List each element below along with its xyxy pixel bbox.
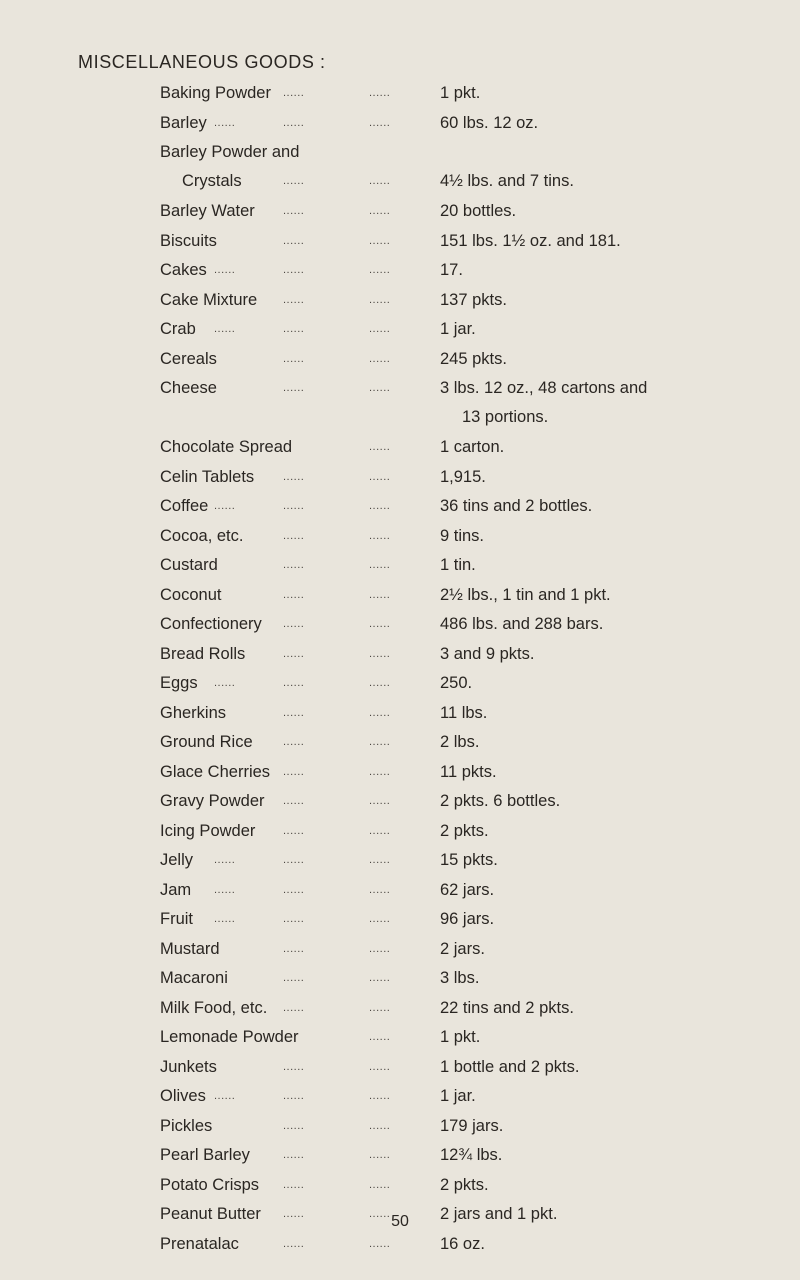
item-name-text: Lemonade Powder <box>160 1028 299 1046</box>
item-quantity-text: 17. <box>440 261 463 279</box>
list-item <box>0 614 800 644</box>
list-item <box>0 850 800 880</box>
leader-dots: ...... <box>369 972 391 984</box>
item-quantity <box>440 968 760 988</box>
item-name-text: Glace Cherries <box>160 762 271 781</box>
leader-dots: ...... <box>369 500 391 512</box>
item-quantity-text: 12¾ lbs. <box>440 1146 503 1164</box>
item-name-text: Barley Water <box>160 202 255 220</box>
leader-dots: ...... <box>214 323 236 335</box>
leader-dots: ...... <box>214 1090 236 1102</box>
item-name-text: Barley Powder and <box>160 143 300 161</box>
leader-dots: ...... <box>369 795 391 807</box>
item-quantity <box>440 467 760 487</box>
item-quantity <box>440 909 760 929</box>
leader-dots: ...... <box>369 1178 391 1191</box>
item-name-text: Mustard <box>160 939 220 958</box>
item-quantity-text: 250. <box>440 674 473 692</box>
leader-dots: ...... <box>283 854 305 866</box>
item-quantity-text: 15 pkts. <box>440 851 498 869</box>
item-quantity <box>440 83 760 103</box>
item-name-text: Barley <box>160 113 207 132</box>
list-item <box>0 1145 800 1175</box>
item-quantity-text: 1 bottle and 2 pkts. <box>440 1057 580 1076</box>
item-name-text: Bread Rolls <box>160 644 246 663</box>
leader-dots: ...... <box>369 1031 391 1043</box>
leader-dots: ...... <box>283 293 305 306</box>
leader-dots: ...... <box>283 1178 305 1191</box>
item-quantity <box>440 319 760 339</box>
item-name-text: Olives <box>160 1087 206 1105</box>
leader-dots: ...... <box>369 647 391 660</box>
leader-dots: ...... <box>214 883 236 896</box>
item-name-text: Ground Rice <box>160 733 253 751</box>
leader-dots: ...... <box>369 706 391 719</box>
list-item <box>0 555 800 585</box>
item-quantity-text: 3 lbs. <box>440 969 480 987</box>
item-quantity <box>440 998 760 1018</box>
item-quantity <box>440 113 760 133</box>
list-item <box>0 113 800 143</box>
item-name-text: Coconut <box>160 585 222 604</box>
item-quantity <box>440 1057 760 1077</box>
item-quantity-text: 1 pkt. <box>440 84 481 102</box>
item-name-text: Jelly <box>160 851 194 869</box>
item-quantity-text: 20 bottles. <box>440 202 517 220</box>
list-item <box>0 1027 800 1057</box>
leader-dots: ...... <box>369 883 391 896</box>
item-quantity <box>440 526 760 546</box>
item-quantity-text: 11 lbs. <box>440 703 488 722</box>
leader-dots: ...... <box>283 1001 305 1014</box>
leader-dots: ...... <box>214 264 236 276</box>
item-quantity-text: 2½ lbs., 1 tin and 1 pkt. <box>440 585 611 604</box>
leader-dots: ...... <box>369 175 391 187</box>
item-quantity-text: 486 lbs. and 288 bars. <box>440 615 604 633</box>
leader-dots: ...... <box>369 588 391 601</box>
leader-dots: ...... <box>283 234 305 247</box>
item-quantity <box>440 1175 760 1195</box>
list-item <box>0 201 800 231</box>
leader-dots: ...... <box>369 352 391 365</box>
leader-dots: ...... <box>283 618 305 630</box>
leader-dots: ...... <box>283 795 305 807</box>
leader-dots: ...... <box>369 618 391 630</box>
list-item <box>0 467 800 497</box>
leader-dots: ...... <box>283 736 305 748</box>
item-quantity-text: 2 lbs. <box>440 733 480 751</box>
item-quantity-text: 3 lbs. 12 oz., 48 cartons and <box>440 379 648 397</box>
list-item <box>0 437 800 467</box>
item-quantity-text: 1 jar. <box>440 320 476 338</box>
item-quantity-text: 96 jars. <box>440 910 495 928</box>
item-name-text: Celin Tablets <box>160 467 255 486</box>
leader-dots: ...... <box>369 942 391 955</box>
leader-dots: ...... <box>283 1090 305 1102</box>
leader-dots: ...... <box>283 323 305 335</box>
item-quantity-text: 62 jars. <box>440 880 495 899</box>
leader-dots: ...... <box>283 883 305 896</box>
list-item <box>0 1175 800 1205</box>
item-quantity-text: 245 pkts. <box>440 349 507 368</box>
leader-dots: ...... <box>283 677 305 689</box>
item-quantity-text: 2 jars and 1 pkt. <box>440 1205 558 1223</box>
leader-dots: ...... <box>283 559 305 571</box>
item-quantity <box>440 496 760 516</box>
item-quantity-text: 1 tin. <box>440 556 476 574</box>
leader-dots: ...... <box>369 441 391 453</box>
item-quantity <box>440 673 760 693</box>
item-quantity-text: 2 pkts. 6 bottles. <box>440 792 561 810</box>
item-quantity-continued: 13 portions. <box>462 408 549 426</box>
item-name-text: Prenatalac <box>160 1234 239 1253</box>
list-item <box>0 378 800 437</box>
leader-dots: ...... <box>283 1237 305 1250</box>
item-name-text: Custard <box>160 556 218 574</box>
item-name-text: Confectionery <box>160 615 262 633</box>
item-quantity-text: 60 lbs. 12 oz. <box>440 113 539 132</box>
leader-dots: ...... <box>369 116 391 129</box>
item-quantity <box>440 614 760 634</box>
leader-dots: ...... <box>283 942 305 955</box>
list-item <box>0 526 800 556</box>
list-item <box>0 998 800 1028</box>
leader-dots: ...... <box>283 1119 305 1132</box>
item-name-text: Eggs <box>160 674 198 692</box>
list-item <box>0 585 800 615</box>
list-item <box>0 821 800 851</box>
leader-dots: ...... <box>369 1208 391 1220</box>
item-quantity-text: 2 pkts. <box>440 1175 489 1194</box>
item-quantity <box>440 1145 760 1165</box>
leader-dots: ...... <box>214 913 236 925</box>
item-quantity-text: 9 tins. <box>440 526 485 545</box>
item-quantity-text: 3 and 9 pkts. <box>440 644 535 663</box>
item-name-text: Gherkins <box>160 703 227 722</box>
leader-dots: ...... <box>283 529 305 542</box>
item-name-text: Cheese <box>160 379 217 397</box>
list-item <box>0 260 800 290</box>
leader-dots: ...... <box>369 765 391 778</box>
leader-dots: ...... <box>214 677 236 689</box>
leader-dots: ...... <box>283 175 305 187</box>
leader-dots: ...... <box>283 706 305 719</box>
item-quantity-text: 11 pkts. <box>440 762 497 781</box>
item-name-text: Fruit <box>160 910 193 928</box>
leader-dots: ...... <box>283 500 305 512</box>
list-item <box>0 909 800 939</box>
item-name-text: Icing Powder <box>160 821 256 840</box>
item-name-text: Cake Mixture <box>160 290 258 309</box>
leader-dots: ...... <box>369 382 391 394</box>
leader-dots: ...... <box>283 588 305 601</box>
leader-dots: ...... <box>283 1208 305 1220</box>
item-quantity <box>440 555 760 575</box>
leader-dots: ...... <box>369 1060 391 1073</box>
leader-dots: ...... <box>369 559 391 571</box>
leader-dots: ...... <box>369 854 391 866</box>
leader-dots: ...... <box>369 1237 391 1250</box>
leader-dots: ...... <box>283 972 305 984</box>
item-name-text: Peanut Butter <box>160 1205 261 1223</box>
item-name-text: Gravy Powder <box>160 792 265 810</box>
item-quantity-text: 1,915. <box>440 467 486 486</box>
item-name-text: Pickles <box>160 1116 213 1135</box>
page-number: 50 <box>391 1213 409 1230</box>
list-item <box>0 349 800 379</box>
item-name-continued: Crystals <box>182 172 242 190</box>
item-name-text: Coffee <box>160 497 209 515</box>
item-quantity-text: 1 pkt. <box>440 1028 481 1046</box>
list-item <box>0 762 800 792</box>
item-quantity <box>440 1116 760 1136</box>
list-item <box>0 231 800 261</box>
item-name-text: Milk Food, etc. <box>160 998 268 1017</box>
leader-dots: ...... <box>369 470 391 483</box>
item-quantity <box>440 821 760 841</box>
item-quantity <box>440 585 760 605</box>
item-name-text: Potato Crisps <box>160 1175 260 1194</box>
list-item <box>0 290 800 320</box>
item-name-text: Biscuits <box>160 231 217 250</box>
item-name-text: Cakes <box>160 261 207 279</box>
item-quantity-text: 2 jars. <box>440 939 485 958</box>
leader-dots: ...... <box>369 205 391 217</box>
leader-dots: ...... <box>369 87 391 99</box>
leader-dots: ...... <box>214 116 236 129</box>
item-quantity <box>440 290 760 310</box>
leader-dots: ...... <box>283 382 305 394</box>
leader-dots: ...... <box>283 913 305 925</box>
item-quantity <box>440 732 760 752</box>
leader-dots: ...... <box>283 470 305 483</box>
leader-dots: ...... <box>369 293 391 306</box>
leader-dots: ...... <box>283 1149 305 1161</box>
list-item <box>0 703 800 733</box>
leader-dots: ...... <box>369 234 391 247</box>
item-quantity-text: 179 jars. <box>440 1116 504 1135</box>
leader-dots: ...... <box>283 116 305 129</box>
leader-dots: ...... <box>369 1149 391 1161</box>
list-item <box>0 732 800 762</box>
leader-dots: ...... <box>283 87 305 99</box>
leader-dots: ...... <box>283 205 305 217</box>
item-quantity <box>440 1027 760 1047</box>
item-quantity <box>440 762 760 782</box>
item-quantity <box>440 1234 760 1254</box>
leader-dots: ...... <box>369 913 391 925</box>
list-item <box>0 1057 800 1087</box>
list-item <box>0 880 800 910</box>
list-item <box>0 83 800 113</box>
item-quantity <box>440 437 760 457</box>
item-quantity <box>440 142 760 191</box>
item-quantity <box>440 349 760 369</box>
leader-dots: ...... <box>214 500 236 512</box>
item-name-text: Baking Powder <box>160 84 271 102</box>
list-item <box>0 142 800 201</box>
item-quantity-text: 16 oz. <box>440 1234 485 1253</box>
list-item <box>0 791 800 821</box>
item-quantity-text: 36 tins and 2 bottles. <box>440 497 593 515</box>
leader-dots: ...... <box>283 765 305 778</box>
item-quantity <box>440 850 760 870</box>
item-quantity <box>440 703 760 723</box>
item-quantity-text: 1 carton. <box>440 438 505 456</box>
leader-dots: ...... <box>283 264 305 276</box>
item-quantity <box>440 939 760 959</box>
list-item <box>0 644 800 674</box>
list-item <box>0 939 800 969</box>
item-quantity-text: 22 tins and 2 pkts. <box>440 998 574 1017</box>
leader-dots: ...... <box>369 1090 391 1102</box>
item-name-text: Pearl Barley <box>160 1146 250 1164</box>
goods-list <box>0 83 800 1263</box>
leader-dots: ...... <box>369 824 391 837</box>
item-quantity <box>440 231 760 251</box>
item-quantity <box>440 644 760 664</box>
leader-dots: ...... <box>369 677 391 689</box>
item-quantity-text: 1 jar. <box>440 1087 476 1105</box>
list-item <box>0 673 800 703</box>
item-name-text: Macaroni <box>160 969 228 987</box>
item-quantity <box>440 791 760 811</box>
item-quantity <box>440 378 760 427</box>
item-quantity-text: 151 lbs. 1½ oz. and 181. <box>440 231 621 250</box>
list-item <box>0 1234 800 1264</box>
leader-dots: ...... <box>369 1119 391 1132</box>
item-quantity <box>440 260 760 280</box>
leader-dots: ...... <box>369 736 391 748</box>
leader-dots: ...... <box>369 264 391 276</box>
leader-dots: ...... <box>369 529 391 542</box>
list-item <box>0 1086 800 1116</box>
list-item <box>0 319 800 349</box>
item-quantity-text: 137 pkts. <box>440 290 507 309</box>
item-quantity-text: 2 pkts. <box>440 821 489 840</box>
item-name-text: Junkets <box>160 1057 217 1076</box>
leader-dots: ...... <box>214 854 236 866</box>
item-quantity <box>440 880 760 900</box>
leader-dots: ...... <box>283 352 305 365</box>
item-quantity <box>440 1086 760 1106</box>
item-quantity <box>440 201 760 221</box>
item-quantity-text: 4½ lbs. and 7 tins. <box>440 172 574 190</box>
list-item <box>0 496 800 526</box>
section-heading: MISCELLANEOUS GOODS : <box>78 52 326 72</box>
leader-dots: ...... <box>283 824 305 837</box>
leader-dots: ...... <box>283 647 305 660</box>
item-name-text: Crab <box>160 320 196 338</box>
list-item <box>0 968 800 998</box>
item-name-text: Jam <box>160 880 192 899</box>
list-item <box>0 1116 800 1146</box>
leader-dots: ...... <box>283 1060 305 1073</box>
item-name-text: Cocoa, etc. <box>160 526 244 545</box>
item-name-text: Cereals <box>160 349 217 368</box>
leader-dots: ...... <box>369 1001 391 1014</box>
item-name-text: Chocolate Spread <box>160 438 293 456</box>
leader-dots: ...... <box>369 323 391 335</box>
